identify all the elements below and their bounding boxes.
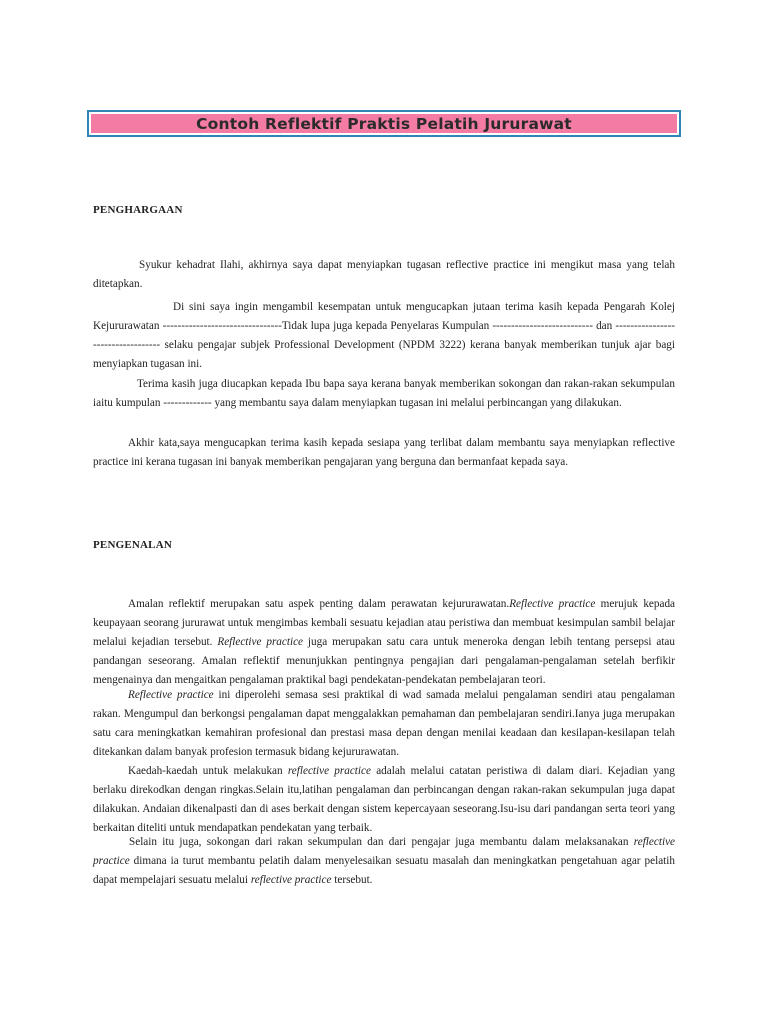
text-run: Kaedah-kaedah untuk melakukan [128,765,288,777]
paragraph-pengenalan-3 [93,762,675,838]
italic-term: Reflective practice [217,636,304,648]
paragraph-penghargaan-4: Akhir kata,saya mengucapkan terima kasih kepada sesiapa yang terlibat dalam membantu saya menyiapkan reflective practice ini kerana tugasan ini banyak memberikan pengajaran yang berguna dan bermanfaat kepada saya. [93,437,675,468]
paragraph-penghargaan-3: Terima kasih juga diucapkan kepada Ibu bapa saya kerana banyak memberikan sokongan dan rakan-rakan sekumpulan iaitu kumpulan ------------- yang membantu saya dalam menyiapkan tugasan ini melalui perbincangan yang dilakukan. [93,378,675,409]
text-run: Selain itu juga, sokongan dari rakan sekumpulan dan dari pengajar juga membantu dalam melaksanakan [129,836,634,848]
paragraph-pengenalan-1 [93,595,675,690]
italic-term: reflective practice [250,874,332,886]
heading-penghargaan: PENGHARGAAN [93,204,183,216]
italic-term: reflective practice [93,836,675,867]
text-run: Amalan reflektif merupakan satu aspek penting dalam perawatan kejururawatan. [128,598,510,610]
paragraph-penghargaan-2: Di sini saya ingin mengambil kesempatan untuk mengucapkan jutaan terima kasih kepada Pengarah Kolej Kejururawatan --------------------------------Tidak lupa juga kepada Penyelaras Kumpulan --------------------------- dan ---------------------------------- selaku pengajar subjek Professional Development (NPDM 3222) kerana banyak memberikan tunjuk ajar bagi menyiapkan tugasan ini. [93,301,675,370]
document-title: Contoh Reflektif Praktis Pelatih Jururawat [91,114,677,133]
heading-pengenalan: PENGENALAN [93,539,173,551]
text-run: merujuk kepada keupayaan seorang jururawat untuk mengimbas kembali sesuatu kejadian atau peristiwa dan membuat kesimpulan sambil belajar melalui kejadian tersebut. [93,598,676,648]
paragraph-pengenalan-4 [93,833,675,890]
text-run: tersebut. [331,874,373,886]
text-run: dimana ia turut membantu pelatih dalam menyelesaikan sesuatu masalah dan meningkatkan pengetahuan agar pelatih dapat mempelajari sesuatu melalui [93,855,675,886]
italic-term: Reflective practice [509,598,596,610]
text-run: ini diperolehi semasa sesi praktikal di wad samada melalui pengalaman sendiri atau pengalaman rakan. Mengumpul dan berkongsi pengalaman dapat menggalakkan pemahaman dan pembelajaran sendiri.Ianya juga merupakan satu cara meningkatkan kemahiran profesional dan prestasi masa depan dengan menilai keadaan dan kesilapan-kesilapan telah ditekankan dalam banyak profesion termasuk bidang kejururawatan. [93,689,675,758]
italic-term: reflective practice [287,765,371,777]
text-run: adalah melalui catatan peristiwa di dalam diari. Kejadian yang berlaku direkodkan dengan ringkas.Selain itu,latihan pengalaman dan perbincangan dengan rakan-rakan sekumpulan juga dapat dilakukan. Andaian dikenalpasti dan di ases berkait dengan sistem kepercayaan seseorang.Isu-isu dari pandangan serta teori yang berkaitan diteliti untuk mendapatkan pendekatan yang terbaik. [93,765,675,834]
paragraph-penghargaan-1: Syukur kehadrat Ilahi, akhirnya saya dapat menyiapkan tugasan reflective practice ini mengikut masa yang telah ditetapkan. [93,259,675,290]
italic-term: Reflective practice [128,689,214,701]
text-run: juga merupakan satu cara untuk meneroka dengan lebih tentang persepsi atau pandangan seseorang. Amalan reflektif menunjukkan pentingnya pengajian dari pengalaman-pengalaman setelah berfikir mengenainya dan mengaitkan pengalaman praktikal bagi pendekatan-pendekatan pembelajaran teori. [93,636,675,686]
paragraph-pengenalan-2 [93,686,675,762]
title-box [87,110,681,137]
